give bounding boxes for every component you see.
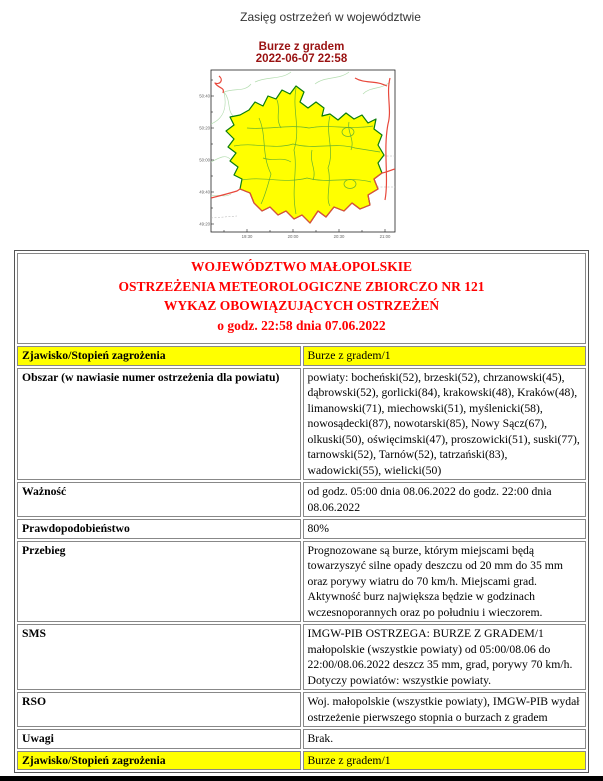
- bottom-divider: [0, 776, 603, 781]
- row-value: 80%: [303, 519, 587, 539]
- row-label: Uwagi: [17, 729, 301, 749]
- row-label: Zjawisko/Stopień zagrożenia: [17, 751, 301, 771]
- warning-bulletin-table: [14, 250, 589, 773]
- row-label: Zjawisko/Stopień zagrożenia: [17, 346, 301, 366]
- row-value: powiaty: bocheński(52), brzeski(52), chrzanowski(45), dąbrowski(52), gorlicki(84), krakowski(48), Kraków(48), limanowski(71), miechowski(51), myślenicki(58), nowosądecki(87), nowotarski(85), Nowy Sącz(67), olkuski(50), oświęcimski(47), proszowicki(51), suski(77), tarnowski(52), Tarnów(52), tatrzański(83), wadowicki(55), wielicki(50): [303, 368, 587, 481]
- table-header: [17, 253, 586, 344]
- page-title: Zasięg ostrzeżeń w województwie: [240, 10, 421, 24]
- table-row: [17, 346, 586, 366]
- y-tick-label: 50:40: [198, 93, 210, 99]
- row-label: Przebieg: [17, 541, 301, 623]
- map-warning-type: Burze z gradem: [258, 41, 345, 53]
- map-datetime: 2022-06-07 22:58: [255, 53, 348, 65]
- row-label: Obszar (w nawiasie numer ostrzeżenia dla powiatu): [17, 368, 301, 481]
- table-row: [17, 519, 586, 539]
- x-tick-label: 20:00: [287, 234, 298, 239]
- table-row: [17, 751, 586, 771]
- table-header-row: [17, 253, 586, 344]
- region-warning-map: [197, 66, 407, 246]
- row-value: IMGW-PIB OSTRZEGA: BURZE Z GRADEM/1 małopolskie (wszystkie powiaty) od 05:00/08.06 do 22:00/08.06.2022 deszcz 35 mm, grad, porywy 70 km/h. Dotyczy powiatów: wszystkie powiaty.: [303, 624, 587, 690]
- table-row: [17, 368, 586, 481]
- row-value: Prognozowane są burze, którym miejscami będą towarzyszyć silne opady deszczu od 20 mm do 35 mm oraz porywy wiatru do 70 km/h. Miejscami grad. Aktywność burz największa będzie w godzinach wczesnoporannych oraz po południu i wieczorem.: [303, 541, 587, 623]
- row-label: SMS: [17, 624, 301, 690]
- row-value: od godz. 05:00 dnia 08.06.2022 do godz. 22:00 dnia 08.06.2022: [303, 482, 587, 517]
- row-value: Woj. małopolskie (wszystkie powiaty), IMGW-PIB wydał ostrzeżenie pierwszego stopnia o burzach z gradem: [303, 692, 587, 727]
- row-label: Prawdopodobieństwo: [17, 519, 301, 539]
- x-tick-label: 20:30: [333, 234, 344, 239]
- header-issue-time: o godz. 22:58 dnia 07.06.2022: [217, 317, 386, 333]
- header-bulletin-number: OSTRZEŻENIA METEOROLOGICZNE ZBIORCZO NR 121: [118, 278, 485, 294]
- x-tick-label: 21:00: [379, 234, 390, 239]
- warning-map-section: [0, 41, 603, 246]
- y-tick-label: 49:20: [198, 221, 210, 227]
- header-voivodeship: WOJEWÓDZTWO MAŁOPOLSKIE: [191, 259, 412, 274]
- row-value: Burze z gradem/1: [303, 751, 587, 771]
- y-tick-label: 50:20: [198, 125, 210, 131]
- table-row: [17, 624, 586, 690]
- table-row: [17, 482, 586, 517]
- table-row: [17, 692, 586, 727]
- row-value: Burze z gradem/1: [303, 346, 587, 366]
- row-label: Ważność: [17, 482, 301, 517]
- row-value: Brak.: [303, 729, 587, 749]
- y-tick-label: 50:00: [198, 157, 210, 163]
- row-label: RSO: [17, 692, 301, 727]
- x-tick-label: 19:30: [241, 234, 252, 239]
- header-list-title: WYKAZ OBOWIĄZUJĄCYCH OSTRZEŻEŃ: [163, 298, 440, 313]
- table-row: [17, 541, 586, 623]
- table-row: [17, 729, 586, 749]
- y-tick-label: 49:40: [198, 189, 210, 195]
